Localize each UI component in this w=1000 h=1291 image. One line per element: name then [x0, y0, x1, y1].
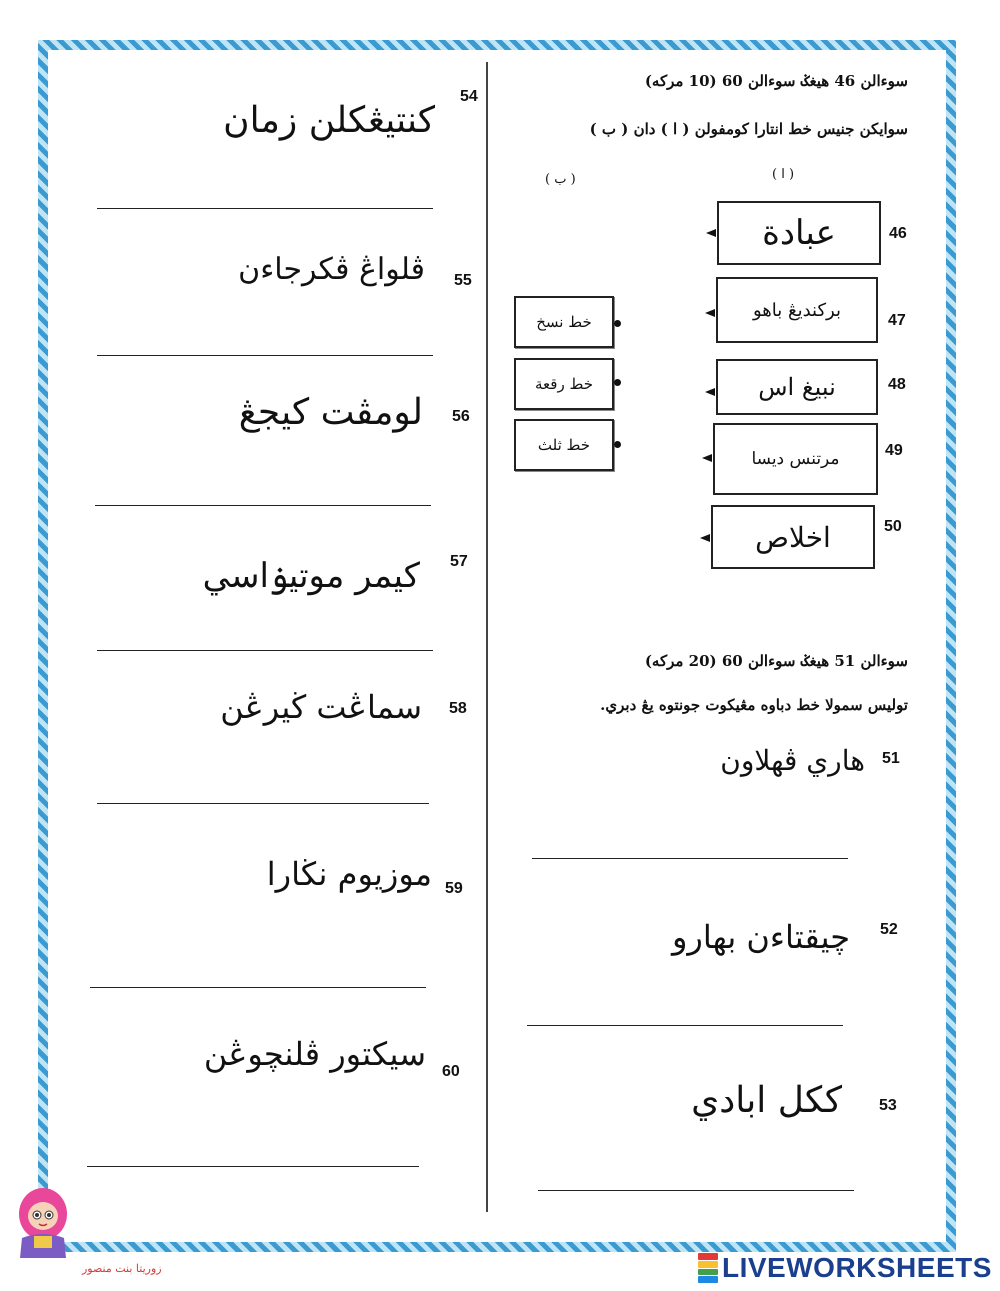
copy-word-53: ككل ابادي — [691, 1080, 842, 1121]
match-a-49[interactable] — [713, 423, 878, 495]
copy-word-58: سماڠت ڬيرڠن — [220, 688, 422, 726]
copy-word-51: هاري ڤهلاون — [720, 744, 865, 777]
match-a-50-text: اخلاص — [755, 520, 831, 554]
copy-num-51: 51 — [882, 750, 900, 767]
match-num-46: 46 — [889, 225, 907, 242]
copy-word-52: چيقتاءن بهارو — [671, 918, 850, 956]
match-b-riqah[interactable] — [514, 358, 614, 410]
match-a-48[interactable] — [716, 359, 878, 415]
section2-instruction: توليس سمولا خط دباوه مڠيكوت جونتوه يڠ دبري. — [600, 696, 908, 714]
match-b-thuluth[interactable] — [514, 419, 614, 471]
match-a-50[interactable] — [711, 505, 875, 569]
copy-word-56: لومڤت كيجڠ — [238, 392, 423, 433]
brand-name: LIVEWORKSHEETS — [722, 1252, 992, 1283]
section1-instruction: سوايكن جنيس خط انتارا كومفولن ( ا ) دان ( ب ) — [589, 120, 908, 138]
match-num-48: 48 — [888, 376, 906, 393]
liveworksheets-logo[interactable] — [698, 1252, 992, 1284]
column-divider — [486, 62, 488, 1212]
match-b-thuluth-text: خط ثلث — [537, 436, 591, 454]
answer-line-53[interactable] — [538, 1190, 854, 1191]
answer-line-52[interactable] — [527, 1025, 843, 1026]
match-b-naskh[interactable] — [514, 296, 614, 348]
match-num-50: 50 — [884, 518, 902, 535]
copy-num-55: 55 — [454, 272, 472, 289]
match-a-49-text: مرتنس ديسا — [751, 449, 840, 469]
dot-riqah-icon[interactable] — [614, 379, 621, 386]
match-a-48-text: نبيغ اس — [758, 373, 836, 401]
copy-num-56: 56 — [452, 408, 470, 425]
match-a-47[interactable] — [716, 277, 878, 343]
match-num-47: 47 — [888, 312, 906, 329]
copy-word-60: سيكتور ڤلنچوڠن — [203, 1035, 426, 1073]
match-a-46[interactable] — [717, 201, 881, 265]
answer-line-56[interactable] — [95, 505, 431, 506]
match-num-49: 49 — [885, 442, 903, 459]
dot-thuluth-icon[interactable] — [614, 441, 621, 448]
column-b-label: ( ب ) — [545, 172, 576, 187]
answer-line-51[interactable] — [532, 858, 848, 859]
copy-num-58: 58 — [449, 700, 467, 717]
answer-line-59[interactable] — [90, 987, 426, 988]
copy-word-54: كنتيڠكلن زمان — [223, 100, 435, 141]
copy-num-57: 57 — [450, 553, 468, 570]
copy-word-57: كيمر موتيۏاسي — [202, 556, 420, 596]
copy-num-59: 59 — [445, 880, 463, 897]
section1-title: سوءالن 46 هيغݢ سوءالن 60 (10 مركه) — [644, 72, 908, 90]
author-avatar — [14, 1186, 72, 1258]
match-b-riqah-text: خط رقعة — [535, 375, 593, 393]
copy-num-53: 53 — [879, 1097, 897, 1114]
copy-word-59: موزيوم نڬارا — [266, 855, 432, 893]
copy-word-55: ڤلواڠ ڤكرجاءن — [238, 252, 425, 287]
answer-line-58[interactable] — [97, 803, 429, 804]
copy-num-60: 60 — [442, 1063, 460, 1080]
answer-line-60[interactable] — [87, 1166, 419, 1167]
answer-line-54[interactable] — [97, 208, 433, 209]
copy-num-54: 54 — [460, 88, 478, 105]
author-credit: زوريتا بنت منصور — [82, 1262, 162, 1275]
match-b-naskh-text: خط نسخ — [536, 313, 592, 331]
answer-line-57[interactable] — [97, 650, 433, 651]
answer-line-55[interactable] — [97, 355, 433, 356]
column-a-label: ( ا ) — [772, 167, 795, 182]
match-a-47-text: بركنديڠ باهو — [753, 299, 841, 321]
liveworksheets-mark-icon — [698, 1253, 718, 1283]
copy-num-52: 52 — [880, 921, 898, 938]
dot-naskh-icon[interactable] — [614, 320, 621, 327]
match-a-46-text: عبادة — [762, 213, 836, 253]
section2-title: سوءالن 51 هيغݢ سوءالن 60 (20 مركه) — [644, 652, 908, 670]
